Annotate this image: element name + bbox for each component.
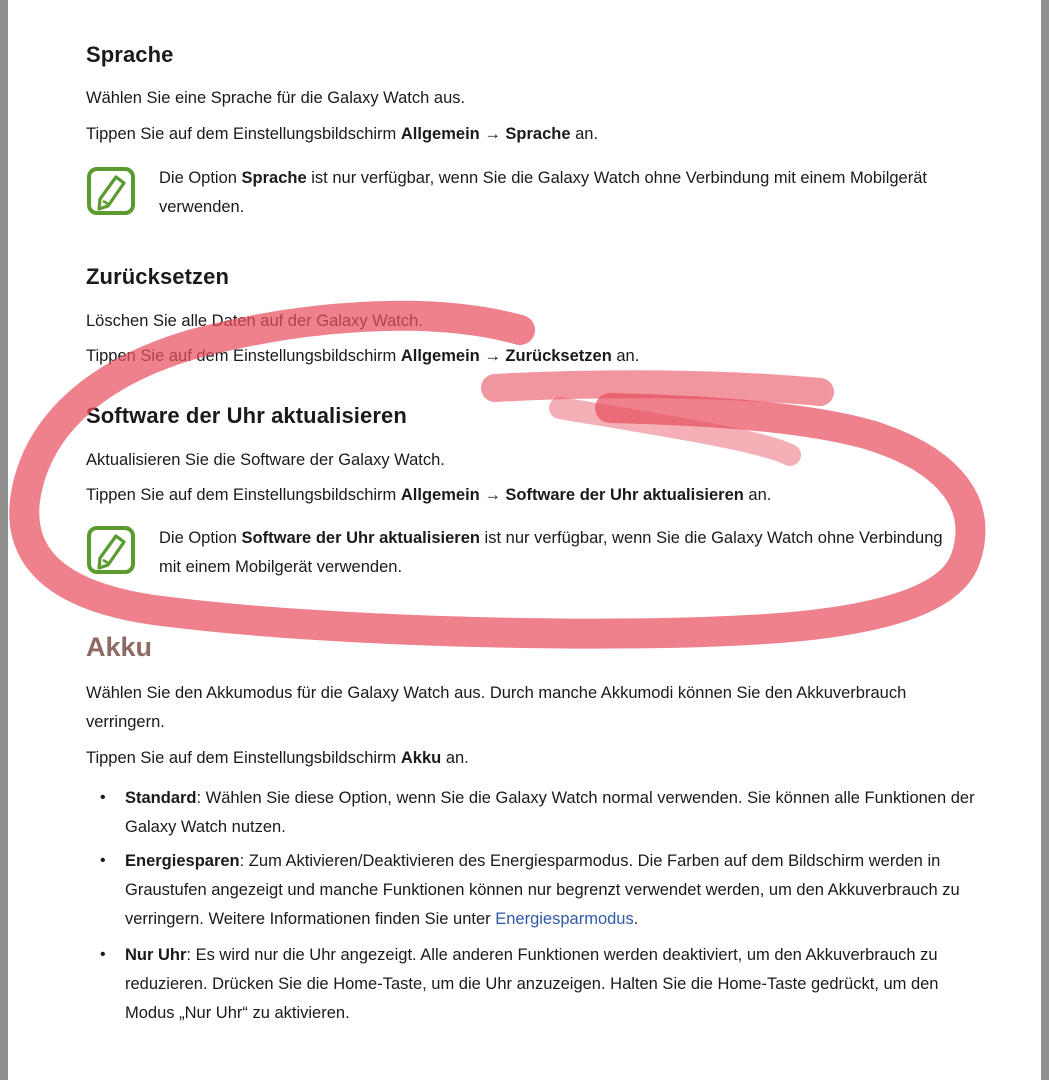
note-pencil-icon: [86, 166, 136, 216]
text: ist nur verfügbar, wenn Sie die Galaxy Watch ohne Verbindung mit einem Mobilgerät verwenden.: [159, 529, 943, 576]
bold-sprache: Sprache: [505, 125, 571, 143]
list-item: [125, 941, 975, 1028]
list-item: [125, 847, 975, 934]
bullet-term: Nur Uhr: [125, 946, 187, 964]
update-line2: [86, 481, 771, 509]
bullet-term: Energiesparen: [125, 852, 240, 870]
text: Tippen Sie auf dem Einstellungsbildschirm: [86, 486, 401, 504]
text: Die Option: [159, 529, 242, 547]
heading-software-update: Software der Uhr aktualisieren: [86, 403, 407, 428]
update-line1: Aktualisieren Sie die Software der Galaxy Watch.: [86, 451, 445, 469]
bullet-body: : Wählen Sie diese Option, wenn Sie die Galaxy Watch normal verwenden. Sie können alle Funktionen der Galaxy Watch nutzen.: [125, 789, 975, 836]
sprache-line2: [86, 120, 598, 148]
list-item: [125, 784, 975, 842]
text: an.: [743, 486, 772, 504]
bullet-marker: •: [100, 789, 106, 806]
heading-akku: Akku: [86, 632, 153, 662]
text: Tippen Sie auf dem Einstellungsbildschirm: [86, 347, 401, 365]
note-pencil-icon: [86, 525, 136, 575]
arrow: →: [479, 486, 506, 504]
note-software-update: [159, 524, 969, 582]
heading-zuruecksetzen: Zurücksetzen: [86, 264, 230, 289]
text: an.: [570, 125, 599, 143]
text: an.: [441, 749, 469, 767]
bold-allgemein: Allgemein: [400, 347, 480, 365]
reset-line1: Löschen Sie alle Daten auf der Galaxy Watch.: [86, 312, 423, 330]
bullet-body: : Es wird nur die Uhr angezeigt. Alle anderen Funktionen werden deaktiviert, um den Akkuverbrauch zu reduzieren. Drücken Sie die Home-Taste, um die Uhr anzuzeigen. Halten Sie die Home-Taste gedrückt, um den Modus „Nur Uhr“ zu aktivieren.: [125, 946, 939, 1022]
heading-sprache: Sprache: [86, 42, 174, 67]
manual-page: [8, 0, 1041, 1080]
text: Tippen Sie auf dem Einstellungsbildschirm: [86, 749, 401, 767]
text: Die Option: [159, 169, 242, 187]
bullet-marker: •: [100, 852, 106, 869]
reset-line2: [86, 342, 639, 370]
bold-allgemein: Allgemein: [400, 125, 480, 143]
akku-line2: [86, 744, 469, 772]
bold-sprache: Sprache: [241, 169, 307, 187]
bold-software-update: Software der Uhr aktualisieren: [505, 486, 744, 504]
bold-software-update: Software der Uhr aktualisieren: [241, 529, 480, 547]
note-sprache: [159, 164, 969, 222]
sprache-line1: Wählen Sie eine Sprache für die Galaxy Watch aus.: [86, 89, 466, 107]
arrow: →: [479, 125, 506, 143]
akku-intro: Wählen Sie den Akkumodus für die Galaxy Watch aus. Durch manche Akkumodi können Sie den Akkuverbrauch verringern.: [86, 684, 907, 731]
text: ist nur verfügbar, wenn Sie die Galaxy Watch ohne Verbindung mit einem Mobilgerät verwenden.: [159, 169, 927, 216]
bullet-term: Standard: [125, 789, 197, 807]
arrow: →: [479, 347, 506, 365]
bullet-marker: •: [100, 946, 106, 963]
text: an.: [611, 347, 640, 365]
bold-allgemein: Allgemein: [400, 486, 480, 504]
bullet-tail: .: [633, 910, 639, 928]
bullet-body: : Zum Aktivieren/Deaktivieren des Energiesparmodus. Die Farben auf dem Bildschirm werden in Graustufen angezeigt und manche Funktionen können nur begrenzt verwendet werden, um den Akkuverbrauch zu verringern. Weitere Informationen finden Sie unter: [125, 852, 960, 928]
bold-zuruecksetzen: Zurücksetzen: [505, 347, 612, 365]
energiesparmodus-link[interactable]: Energiesparmodus: [495, 910, 634, 928]
bold-akku: Akku: [400, 749, 442, 767]
text: Tippen Sie auf dem Einstellungsbildschirm: [86, 125, 401, 143]
